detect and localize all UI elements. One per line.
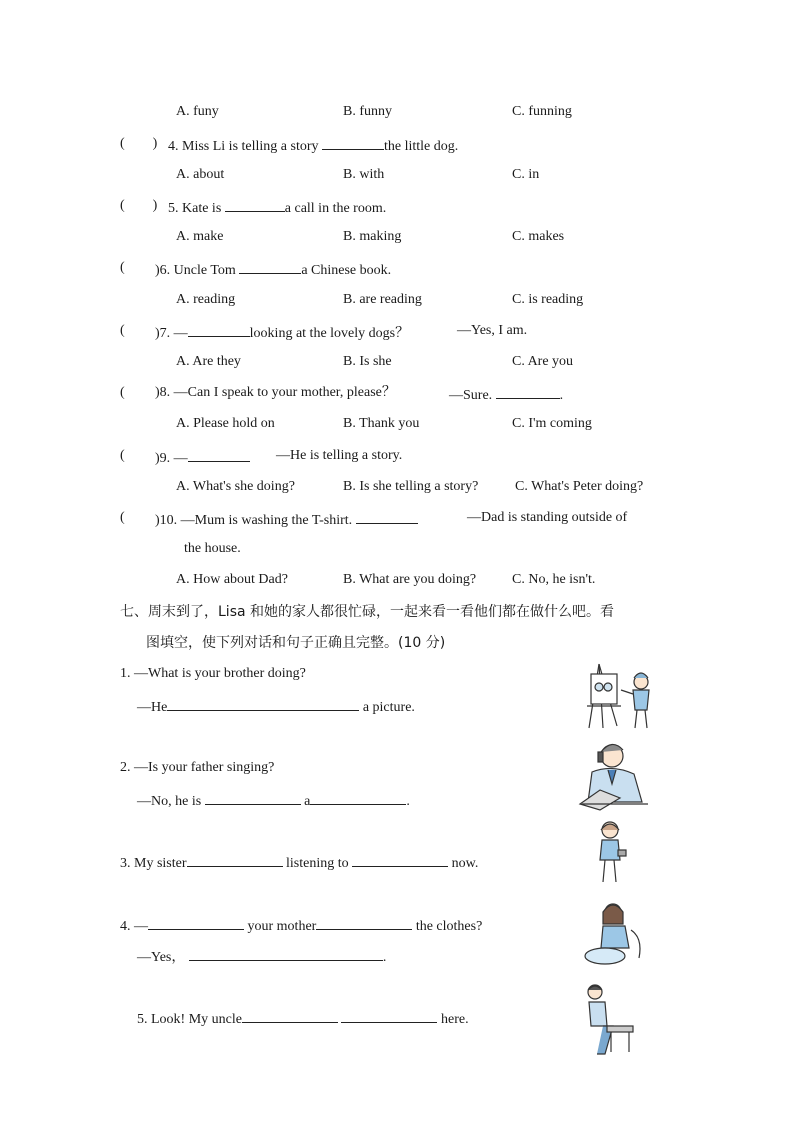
q3-option-a: A. funy bbox=[176, 104, 219, 119]
q7-option-b: B. Is she bbox=[343, 354, 392, 369]
s7-q4-question: 4. — your mother the clothes? bbox=[120, 915, 482, 936]
q5-option-c: C. makes bbox=[512, 229, 565, 244]
q5-answer-paren: ( ) bbox=[120, 198, 158, 213]
girl-listening-illustration bbox=[594, 820, 634, 886]
q9-option-b: B. Is she telling a story? bbox=[343, 479, 479, 494]
s7-q1-answer: —He a picture. bbox=[137, 696, 415, 717]
q6-answer-paren: ( bbox=[120, 260, 125, 275]
q8-option-c: C. I'm coming bbox=[512, 416, 592, 431]
section7-title-line1: 七、周末到了，Lisa 和她的家人都很忙碌，一起来看一看他们都在做什么吧。看 bbox=[120, 604, 615, 620]
section7-title-line2: 图填空，使下列对话和句子正确且完整。(10 分) bbox=[146, 635, 446, 651]
q10-option-a: A. How about Dad? bbox=[176, 572, 288, 587]
q10-stem: )10. —Mum is washing the T-shirt. bbox=[155, 509, 418, 530]
q7-reply: —Yes, I am. bbox=[457, 323, 528, 338]
q4-stem: 4. Miss Li is telling a story the little dog. bbox=[168, 135, 458, 156]
q3-option-b: B. funny bbox=[343, 104, 392, 119]
q10-reply: —Dad is standing outside of bbox=[467, 510, 628, 525]
q5-stem: 5. Kate is a call in the room. bbox=[168, 197, 386, 218]
q9-reply: —He is telling a story. bbox=[276, 448, 403, 463]
q3-option-c: C. funning bbox=[512, 104, 572, 119]
q10-option-b: B. What are you doing? bbox=[343, 572, 477, 587]
q8-stem: )8. —Can I speak to your mother, please？ bbox=[155, 385, 396, 400]
q4-answer-paren: ( ) bbox=[120, 136, 158, 151]
man-on-phone-illustration bbox=[578, 738, 652, 810]
boy-painting-illustration bbox=[583, 660, 665, 730]
q10-reply-continued: the house. bbox=[184, 541, 241, 556]
q5-option-a: A. make bbox=[176, 229, 224, 244]
q6-option-b: B. are reading bbox=[343, 292, 422, 307]
s7-q3-sentence: 3. My sister listening to now. bbox=[120, 852, 478, 873]
q9-answer-paren: ( bbox=[120, 448, 125, 463]
q10-option-c: C. No, he isn't. bbox=[512, 572, 596, 587]
q9-stem: )9. — bbox=[155, 447, 250, 468]
q8-option-a: A. Please hold on bbox=[176, 416, 275, 431]
q9-option-a: A. What's she doing? bbox=[176, 479, 295, 494]
q7-answer-paren: ( bbox=[120, 323, 125, 338]
q4-option-a: A. about bbox=[176, 167, 225, 182]
s7-q2-answer: —No, he is a . bbox=[137, 790, 410, 811]
woman-washing-illustration bbox=[583, 898, 649, 968]
q7-stem: )7. — looking at the lovely dogs？ bbox=[155, 322, 409, 343]
q8-reply: —Sure. . bbox=[449, 384, 563, 405]
s7-q5-sentence: 5. Look! My uncle here. bbox=[137, 1008, 469, 1029]
q9-option-c: C. What's Peter doing? bbox=[515, 479, 644, 494]
s7-q4-answer: —Yes， . bbox=[137, 946, 386, 967]
q4-option-b: B. with bbox=[343, 167, 385, 182]
q6-stem: )6. Uncle Tom a Chinese book. bbox=[155, 259, 391, 280]
q6-option-c: C. is reading bbox=[512, 292, 584, 307]
q4-option-c: C. in bbox=[512, 167, 540, 182]
q7-option-c: C. Are you bbox=[512, 354, 574, 369]
q6-option-a: A. reading bbox=[176, 292, 236, 307]
q7-option-a: A. Are they bbox=[176, 354, 241, 369]
q5-option-b: B. making bbox=[343, 229, 402, 244]
q8-answer-paren: ( bbox=[120, 385, 125, 400]
q8-option-b: B. Thank you bbox=[343, 416, 420, 431]
q10-answer-paren: ( bbox=[120, 510, 125, 525]
s7-q1-question: 1. —What is your brother doing? bbox=[120, 666, 306, 681]
man-sitting-illustration bbox=[583, 980, 637, 1062]
s7-q2-question: 2. —Is your father singing? bbox=[120, 760, 275, 775]
